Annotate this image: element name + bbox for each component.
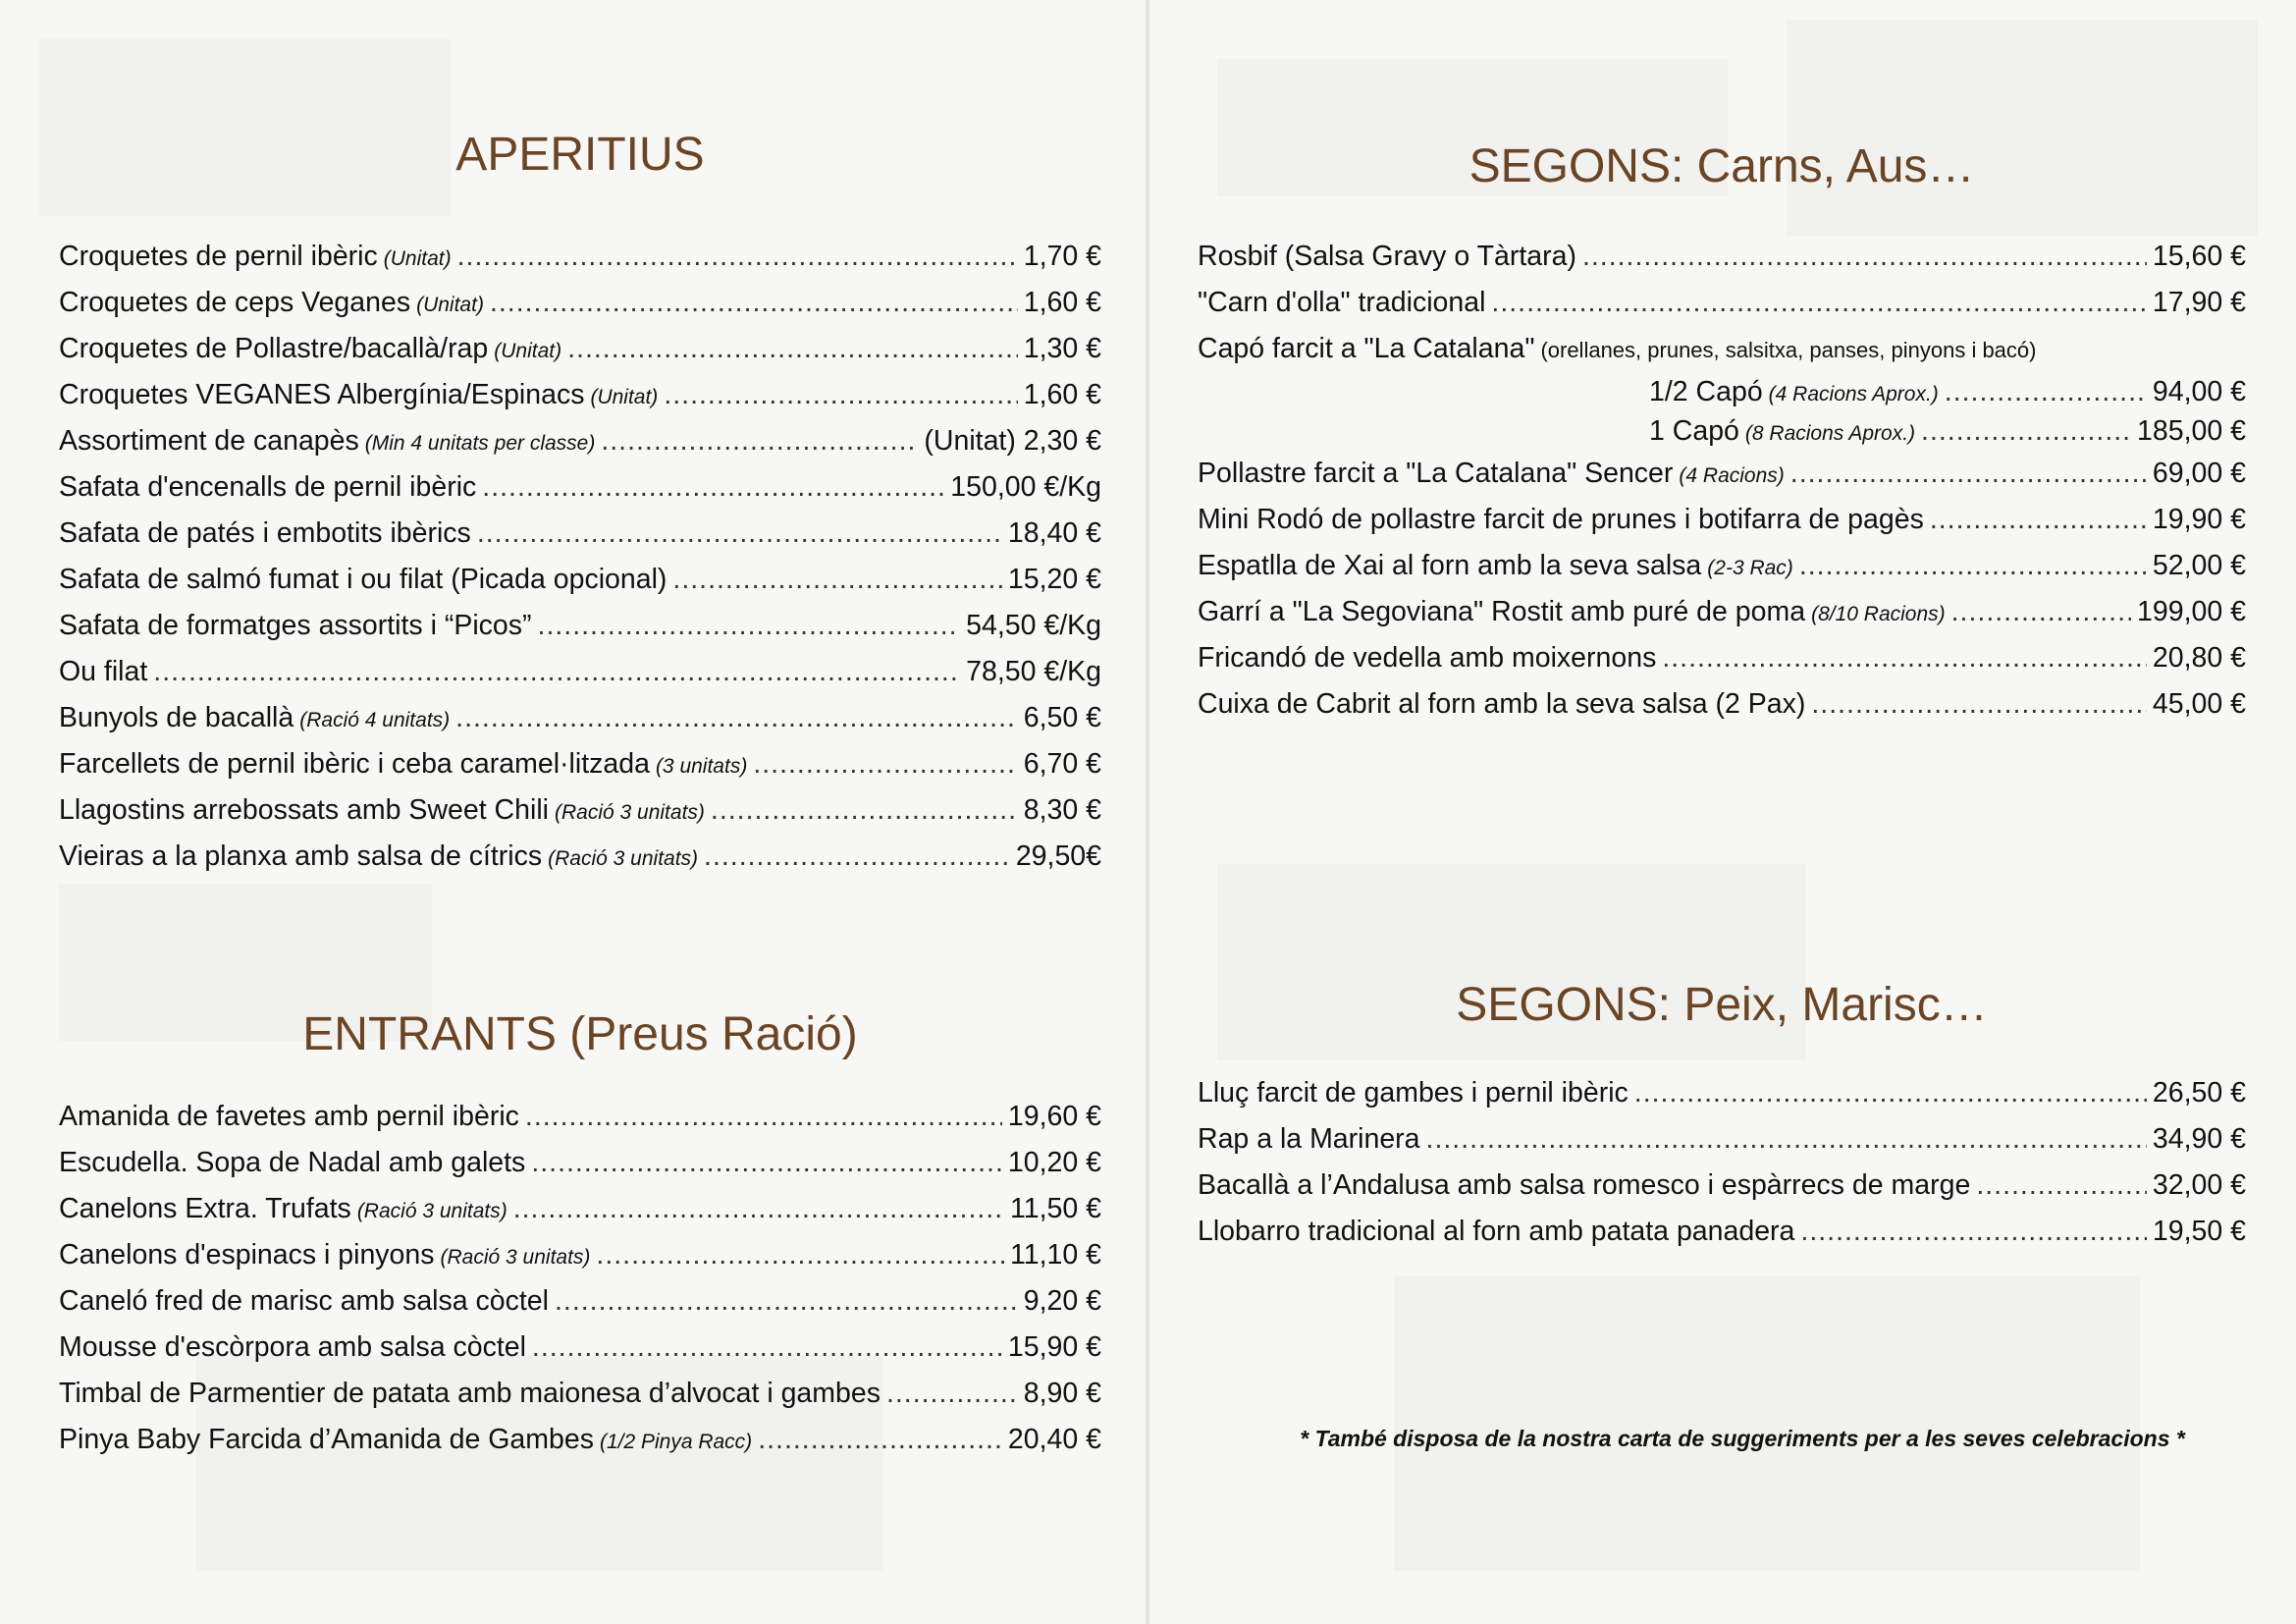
menu-item-label: Llobarro tradicional al forn amb patata panadera — [1198, 1216, 1795, 1247]
menu-item-label: "Carn d'olla" tradicional — [1198, 287, 1486, 318]
menu-item — [1198, 326, 2246, 372]
menu-item-label: Croquetes de Pollastre/bacallà/rap — [59, 333, 489, 364]
menu-item — [59, 326, 1101, 372]
peix-list — [1198, 1070, 2246, 1255]
menu-item-price: 19,90 € — [2152, 504, 2246, 535]
menu-item-label: Bacallà a l’Andalusa amb salsa romesco i espàrrecs de marge — [1198, 1169, 1971, 1201]
menu-item — [59, 1232, 1101, 1278]
dot-leader — [596, 1232, 1004, 1278]
menu-item-label: Garrí a "La Segoviana" Rostit amb puré de poma — [1198, 596, 1806, 627]
menu-item-label: Pollastre farcit a "La Catalana" Sencer — [1198, 458, 1674, 489]
menu-item — [1198, 1070, 2246, 1116]
menu-item — [59, 1094, 1101, 1140]
dot-leader — [531, 1140, 1002, 1186]
page-fold-divider — [1146, 0, 1149, 1624]
menu-item-price: 18,40 € — [1007, 517, 1101, 549]
menu-item — [59, 1186, 1101, 1232]
menu-item — [59, 834, 1101, 880]
dot-leader — [711, 787, 1018, 834]
dot-leader — [664, 372, 1017, 418]
menu-item-label: Canelons Extra. Trufats — [59, 1193, 351, 1224]
menu-item-label: Vieiras a la planxa amb salsa de cítrics — [59, 840, 543, 872]
dot-leader — [482, 464, 944, 511]
menu-item — [1198, 681, 2246, 728]
menu-item — [59, 695, 1101, 741]
menu-item-label: Lluç farcit de gambes i pernil ibèric — [1198, 1077, 1629, 1109]
menu-item — [1198, 1116, 2246, 1163]
dot-leader — [1790, 451, 2147, 497]
menu-item — [1198, 234, 2246, 280]
menu-item-label: Cuixa de Cabrit al forn amb la seva salsa (2 Pax) — [1198, 688, 1806, 720]
menu-item-price: 20,80 € — [2152, 642, 2246, 674]
menu-item-price: 45,00 € — [2152, 688, 2246, 720]
menu-item — [59, 234, 1101, 280]
menu-item-note: (Unitat) — [590, 386, 659, 408]
menu-item-note: (Unitat) — [494, 340, 562, 362]
menu-item — [1198, 589, 2246, 635]
aperitius-title: APERITIUS — [455, 129, 705, 181]
menu-item-price: 20,40 € — [1007, 1424, 1101, 1455]
menu-item — [59, 1278, 1101, 1325]
menu-item — [59, 372, 1101, 418]
menu-item-label: Safata de salmó fumat i ou filat (Picada opcional) — [59, 564, 667, 595]
dot-leader — [1811, 681, 2147, 728]
menu-item-price: 19,60 € — [1007, 1101, 1101, 1132]
menu-item-price: 19,50 € — [2152, 1216, 2246, 1247]
dot-leader — [455, 695, 1018, 741]
dot-leader — [532, 1325, 1002, 1371]
entrants-list — [59, 1094, 1101, 1463]
menu-item-label: 1/2 Capó — [1649, 376, 1763, 407]
menu-item — [1198, 635, 2246, 681]
carns-list — [1198, 234, 2246, 728]
menu-item — [59, 557, 1101, 603]
dot-leader — [1634, 1070, 2147, 1116]
menu-item-note: (Unitat) — [383, 247, 452, 270]
menu-item-label: Timbal de Parmentier de patata amb maionesa d’alvocat i gambes — [59, 1378, 881, 1409]
dot-leader — [477, 511, 1002, 557]
dot-leader — [886, 1371, 1018, 1417]
menu-item-price: 1,60 € — [1023, 379, 1101, 410]
menu-item-label: Croquetes de ceps Veganes — [59, 287, 411, 318]
peix-title: SEGONS: Peix, Marisc… — [1456, 979, 1988, 1031]
menu-item-label: Caneló fred de marisc amb salsa còctel — [59, 1285, 549, 1317]
dot-leader — [758, 1417, 1002, 1463]
menu-item — [1198, 372, 2246, 411]
menu-item-note: (3 unitats) — [655, 755, 748, 778]
menu-item — [59, 464, 1101, 511]
menu-item-note: (8 Racions Aprox.) — [1744, 422, 1916, 445]
dot-leader — [1799, 543, 2147, 589]
dot-leader — [457, 234, 1018, 280]
menu-item-label: Safata de patés i embotits ibèrics — [59, 517, 471, 549]
menu-item-note: (4 Racions) — [1679, 464, 1785, 487]
menu-item-label: Espatlla de Xai al forn amb la seva salsa — [1198, 550, 1702, 581]
menu-item-note: (Ració 4 unitats) — [299, 709, 451, 731]
menu-item — [1198, 1163, 2246, 1209]
menu-item-price: 69,00 € — [2152, 458, 2246, 489]
menu-item — [1198, 543, 2246, 589]
menu-item-label: Assortiment de canapès — [59, 425, 359, 457]
dot-leader — [672, 557, 1001, 603]
menu-item-price: 11,50 € — [1010, 1193, 1101, 1224]
menu-item-price: 34,90 € — [2152, 1123, 2246, 1155]
dot-leader — [513, 1186, 1004, 1232]
dot-leader — [567, 326, 1018, 372]
menu-item — [1198, 411, 2246, 451]
menu-item-label: Croquetes de pernil ibèric — [59, 241, 378, 272]
menu-item — [1198, 451, 2246, 497]
menu-item-price: 1,70 € — [1023, 241, 1101, 272]
menu-item-note: (1/2 Pinya Racc) — [599, 1431, 753, 1453]
menu-item-price: 9,20 € — [1023, 1285, 1101, 1317]
menu-item-label: Pinya Baby Farcida d’Amanida de Gambes — [59, 1424, 594, 1455]
menu-item-note: (8/10 Racions) — [1811, 603, 1946, 625]
menu-item-label: Farcellets de pernil ibèric i ceba caramel·litzada — [59, 748, 650, 780]
dot-leader — [490, 280, 1018, 326]
dot-leader — [1921, 411, 2131, 451]
menu-item-note: (Ració 3 unitats) — [548, 847, 699, 870]
menu-item-note: (4 Racions Aprox.) — [1768, 383, 1939, 406]
menu-item — [1198, 1209, 2246, 1255]
menu-item-price: 1,60 € — [1023, 287, 1101, 318]
menu-item-label: Rosbif (Salsa Gravy o Tàrtara) — [1198, 241, 1576, 272]
menu-item — [59, 1140, 1101, 1186]
menu-item — [59, 787, 1101, 834]
menu-item — [59, 1371, 1101, 1417]
menu-item-price: 54,50 €/Kg — [966, 610, 1101, 641]
menu-item-price: 8,30 € — [1023, 794, 1101, 826]
menu-item-label: Croquetes VEGANES Albergínia/Espinacs — [59, 379, 585, 410]
menu-item-price: 15,90 € — [1007, 1331, 1101, 1363]
menu-item — [1198, 280, 2246, 326]
menu-item-price: (Unitat) 2,30 € — [924, 425, 1101, 457]
menu-item-price: 185,00 € — [2137, 415, 2246, 447]
menu-item-label: Rap a la Marinera — [1198, 1123, 1420, 1155]
dot-leader — [1491, 280, 2147, 326]
menu-item-label: Bunyols de bacallà — [59, 702, 294, 733]
dot-leader — [1976, 1163, 2147, 1209]
menu-item-price: 78,50 €/Kg — [966, 656, 1101, 687]
menu-item-label: 1 Capó — [1649, 415, 1739, 447]
menu-item-price: 32,00 € — [2152, 1169, 2246, 1201]
menu-item-price: 150,00 €/Kg — [950, 471, 1101, 503]
menu-item-label: Escudella. Sopa de Nadal amb galets — [59, 1147, 526, 1178]
menu-item-note: (2-3 Rac) — [1707, 557, 1793, 579]
dot-leader — [1930, 497, 2147, 543]
menu-item-price: 10,20 € — [1007, 1147, 1101, 1178]
menu-item — [59, 280, 1101, 326]
dot-leader — [153, 649, 960, 695]
dot-leader — [753, 741, 1017, 787]
aperitius-list — [59, 234, 1101, 880]
dot-leader — [538, 603, 961, 649]
peix-section — [1198, 976, 2246, 1035]
menu-item-price: 8,90 € — [1023, 1378, 1101, 1409]
menu-item-label: Mousse d'escòrpora amb salsa còctel — [59, 1331, 526, 1363]
menu-item — [1198, 497, 2246, 543]
menu-item — [59, 741, 1101, 787]
menu-item-price: 6,50 € — [1023, 702, 1101, 733]
dot-leader — [704, 834, 1010, 880]
dot-leader — [1582, 234, 2147, 280]
menu-item-note: (Ració 3 unitats) — [555, 801, 705, 824]
menu-item-label: Amanida de favetes amb pernil ibèric — [59, 1101, 519, 1132]
entrants-title: ENTRANTS (Preus Ració) — [302, 1008, 858, 1060]
menu-item-label: Canelons d'espinacs i pinyons — [59, 1239, 435, 1271]
dot-leader — [1945, 372, 2147, 411]
menu-item-label: Safata d'encenalls de pernil ibèric — [59, 471, 477, 503]
menu-item-label: Safata de formatges assortits i “Picos” — [59, 610, 532, 641]
menu-item — [59, 649, 1101, 695]
menu-item — [59, 1325, 1101, 1371]
menu-item-note: (Ració 3 unitats) — [356, 1200, 507, 1222]
menu-item-label: Mini Rodó de pollastre farcit de prunes i botifarra de pagès — [1198, 504, 1924, 535]
menu-item-price: 94,00 € — [2152, 376, 2246, 407]
dot-leader — [555, 1278, 1018, 1325]
menu-item-note: (orellanes, prunes, salsitxa, panses, pinyons i bacó) — [1540, 338, 2037, 362]
menu-item — [59, 603, 1101, 649]
menu-item-price: 11,10 € — [1010, 1239, 1101, 1271]
menu-item-label: Fricandó de vedella amb moixernons — [1198, 642, 1657, 674]
menu-item-price: 26,50 € — [2152, 1077, 2246, 1109]
dot-leader — [1800, 1209, 2147, 1255]
menu-item-note: (Min 4 unitats per classe) — [364, 432, 596, 455]
menu-item-price: 15,60 € — [2152, 241, 2246, 272]
menu-item-label: Capó farcit a "La Catalana" — [1198, 333, 1535, 364]
menu-item-price: 17,90 € — [2152, 287, 2246, 318]
menu-item — [59, 1417, 1101, 1463]
footnote: * També disposa de la nostra carta de suggeriments per a les seves celebracions * — [1300, 1426, 2185, 1451]
carns-section — [1198, 137, 2246, 196]
menu-item — [59, 418, 1101, 464]
aperitius-section — [59, 126, 1101, 185]
dot-leader — [1426, 1116, 2147, 1163]
dot-leader — [525, 1094, 1002, 1140]
menu-item-price: 1,30 € — [1023, 333, 1101, 364]
dot-leader — [1951, 589, 2131, 635]
menu-item-price: 52,00 € — [2152, 550, 2246, 581]
carns-title: SEGONS: Carns, Aus… — [1468, 140, 1975, 192]
dot-leader — [601, 418, 918, 464]
menu-item-note: (Unitat) — [416, 294, 484, 316]
menu-item-price: 6,70 € — [1023, 748, 1101, 780]
menu-item-price: 29,50€ — [1015, 840, 1101, 872]
menu-item-label: Llagostins arrebossats amb Sweet Chili — [59, 794, 549, 826]
dot-leader — [1662, 635, 2147, 681]
entrants-section — [59, 1005, 1101, 1064]
menu-item-price: 199,00 € — [2137, 596, 2246, 627]
menu-item-note: (Ració 3 unitats) — [440, 1246, 591, 1269]
menu-item-price: 15,20 € — [1007, 564, 1101, 595]
menu-item-label: Ou filat — [59, 656, 148, 687]
menu-item — [59, 511, 1101, 557]
